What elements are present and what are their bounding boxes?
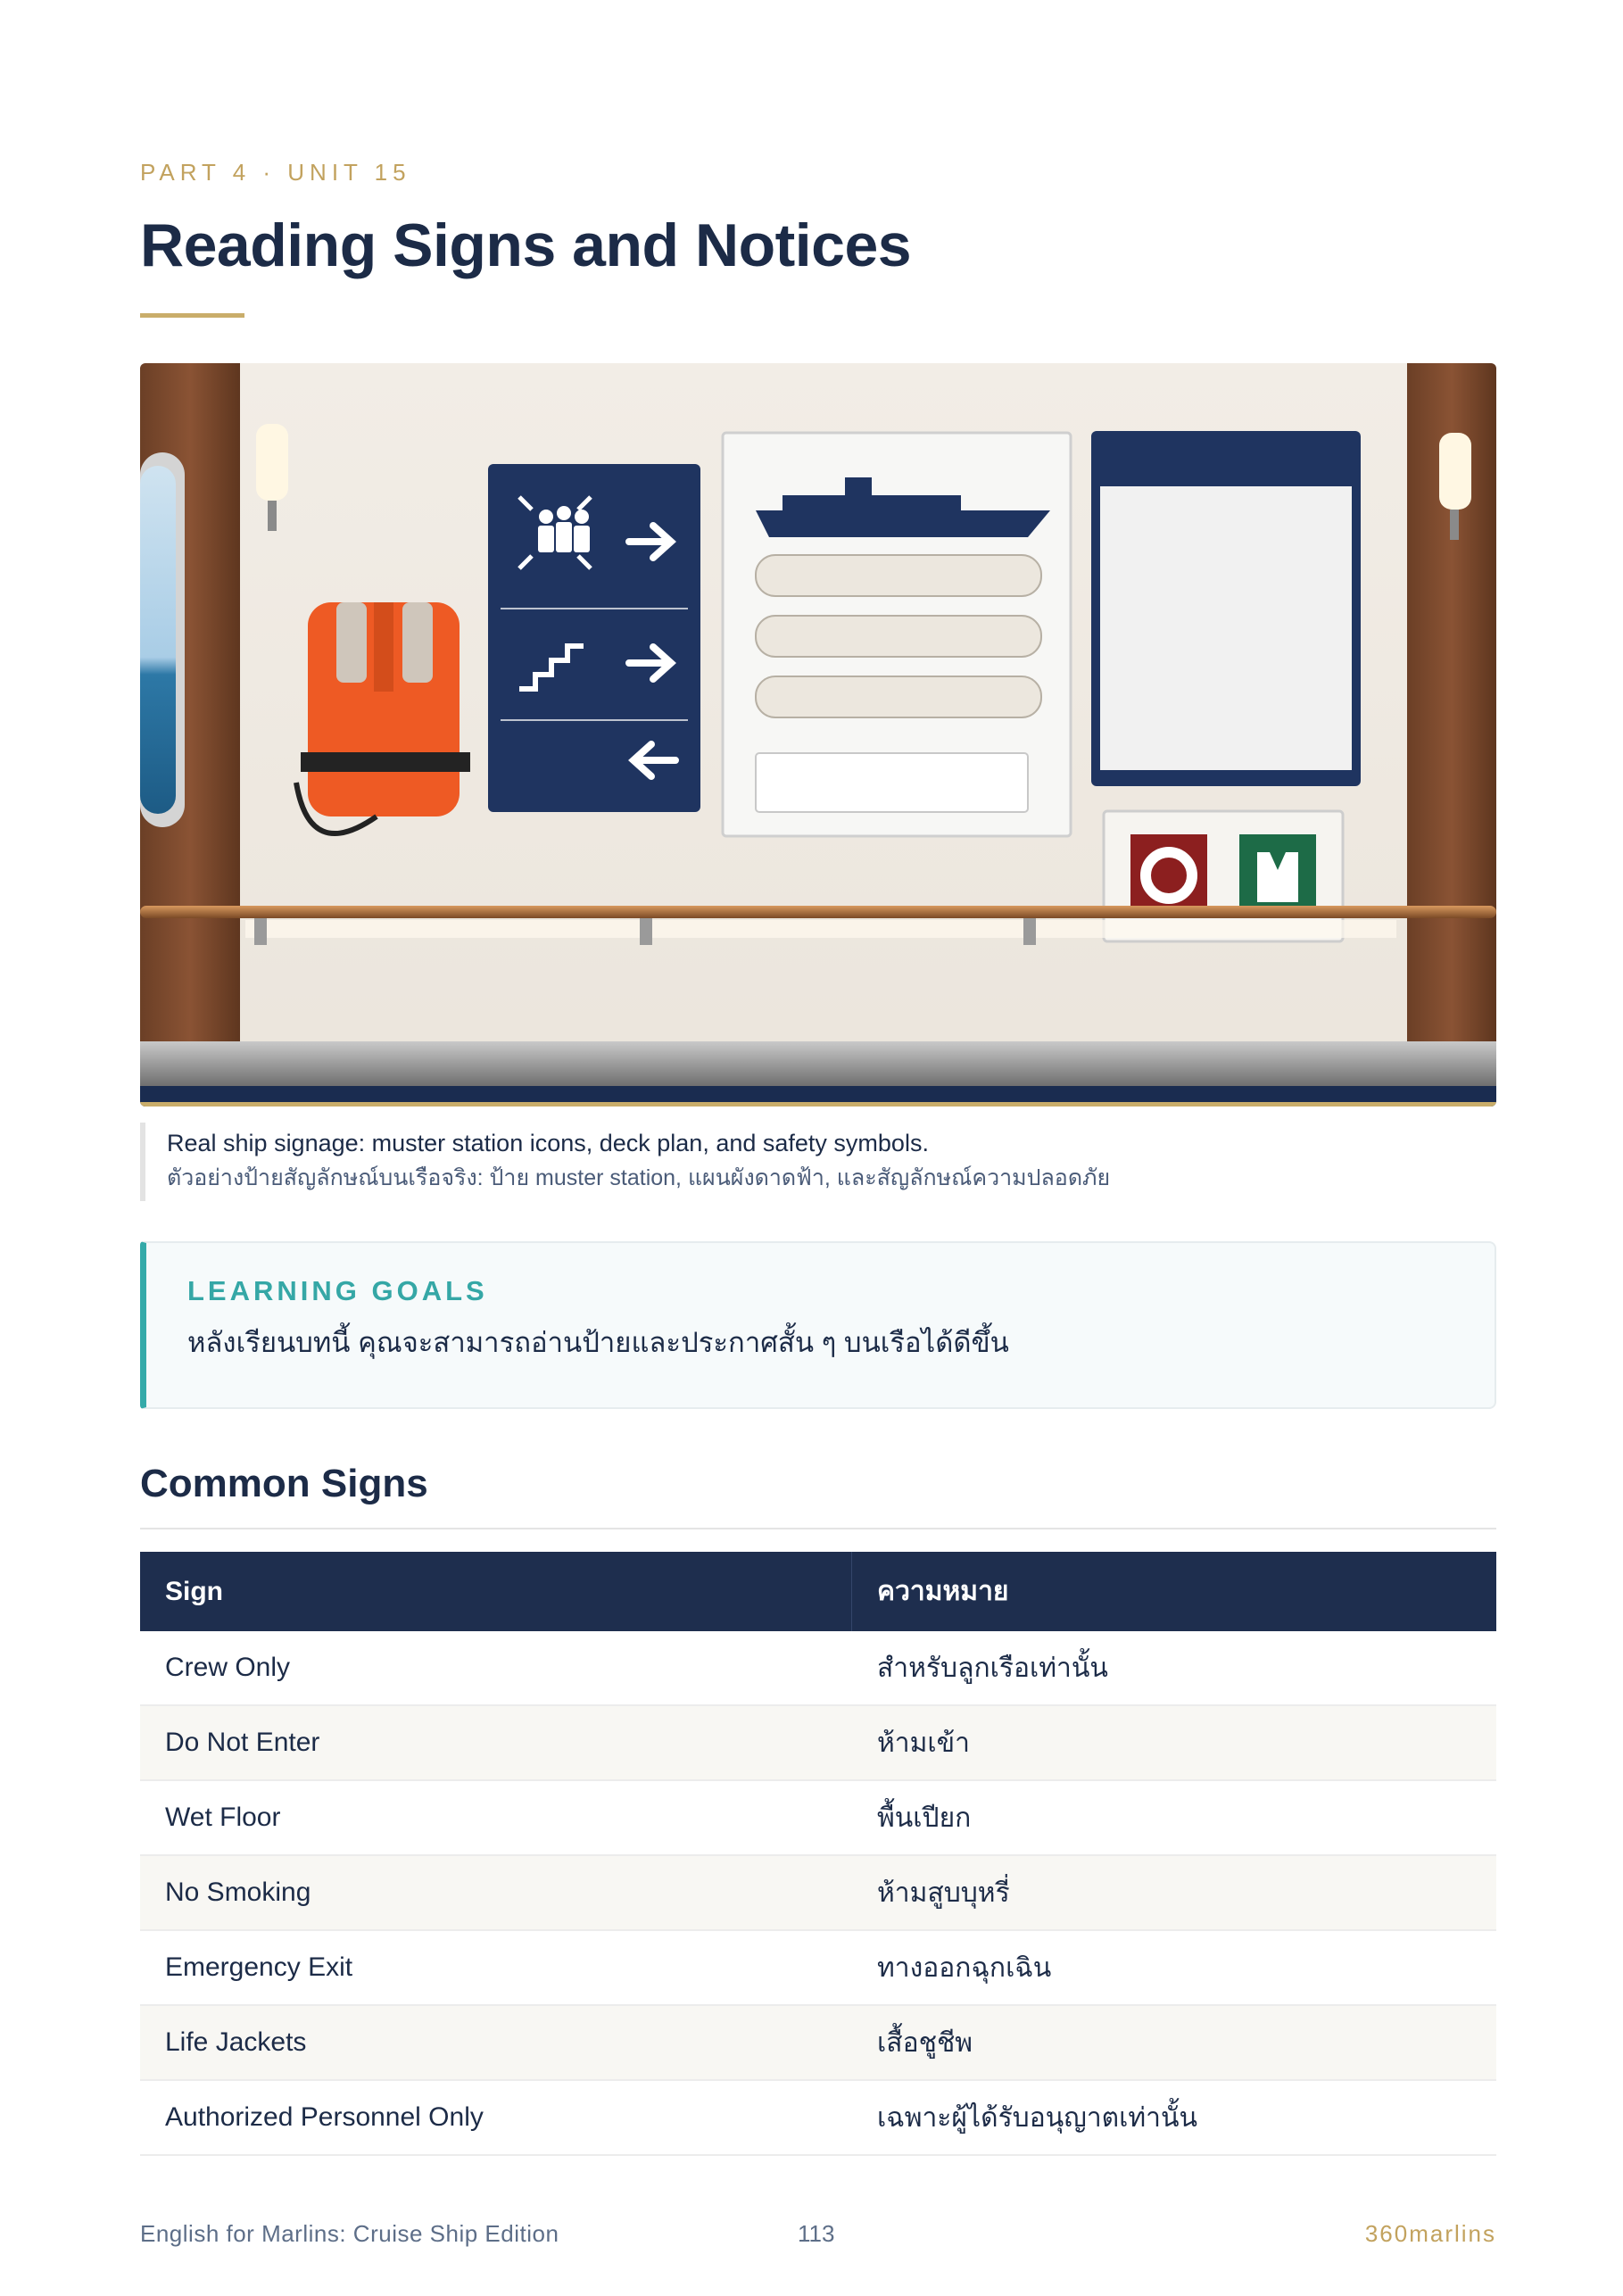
hero-photo [140, 363, 1496, 1107]
signs-table [140, 1552, 1496, 2156]
title-underline [140, 313, 244, 318]
sign-cell: No Smoking [165, 1877, 311, 1907]
notice-board [1091, 431, 1361, 786]
meaning-cell: ทางออกฉุกเฉิน [877, 1952, 1052, 1983]
meaning-cell: ห้ามเข้า [877, 1728, 971, 1758]
sign-cell: Wet Floor [165, 1803, 281, 1832]
section-divider [140, 1528, 1496, 1529]
learning-goals-box [140, 1241, 1496, 1409]
meaning-cell: เสื้อชูชีพ [877, 2027, 973, 2058]
table-row [140, 1931, 1496, 2006]
caption-english: Real ship signage: muster station icons, deck plan, and safety symbols. [167, 1130, 929, 1156]
sign-cell: Life Jackets [165, 2027, 307, 2057]
page [140, 0, 1496, 2296]
footer-brand: 360marlins [1364, 2220, 1496, 2247]
meaning-cell: สำหรับลูกเรือเท่านั้น [877, 1653, 1108, 1683]
table-row [140, 1856, 1496, 1931]
meaning-cell: ห้ามสูบบุหรี่ [877, 1877, 1010, 1908]
header-meaning: ความหมาย [877, 1577, 1009, 1606]
table-row [140, 1631, 1496, 1706]
table-header [140, 1552, 1496, 1631]
page-footer [140, 2220, 1496, 2250]
life-jacket-photo [296, 602, 470, 833]
unit-kicker: PART 4 · UNIT 15 [140, 159, 411, 186]
meaning-cell: เฉพาะผู้ได้รับอนุญาตเท่านั้น [877, 2102, 1198, 2133]
meaning-cell: พื้นเปียก [877, 1803, 972, 1833]
table-body [140, 1631, 1496, 2156]
header-sign: Sign [140, 1552, 852, 1631]
page-title: Reading Signs and Notices [140, 211, 912, 279]
learning-goals-label: LEARNING GOALS [187, 1275, 488, 1306]
sign-cell: Crew Only [165, 1653, 291, 1682]
image-caption [140, 1123, 1496, 1201]
table-row [140, 1781, 1496, 1856]
page-number: 113 [798, 2220, 835, 2247]
footer-book-title: English for Marlins: Cruise Ship Edition [140, 2220, 559, 2247]
table-row [140, 2081, 1496, 2156]
table-row [140, 2006, 1496, 2081]
sign-cell: Authorized Personnel Only [165, 2102, 484, 2132]
sign-cell: Emergency Exit [165, 1952, 353, 1982]
deck-plan-board [723, 433, 1071, 836]
caption-thai: ตัวอย่างป้ายสัญลักษณ์บนเรือจริง: ป้าย muster station, แผนผังดาดฟ้า, และสัญลักษณ์ความปลอดภัย [167, 1165, 1111, 1190]
table-row [140, 1706, 1496, 1781]
sign-cell: Do Not Enter [165, 1728, 320, 1757]
muster-direction-sign [488, 464, 700, 812]
learning-goals-text: หลังเรียนบทนี้ คุณจะสามารถอ่านป้ายและประกาศสั้น ๆ บนเรือได้ดีขึ้น [187, 1327, 1009, 1358]
section-title: Common Signs [140, 1462, 428, 1505]
